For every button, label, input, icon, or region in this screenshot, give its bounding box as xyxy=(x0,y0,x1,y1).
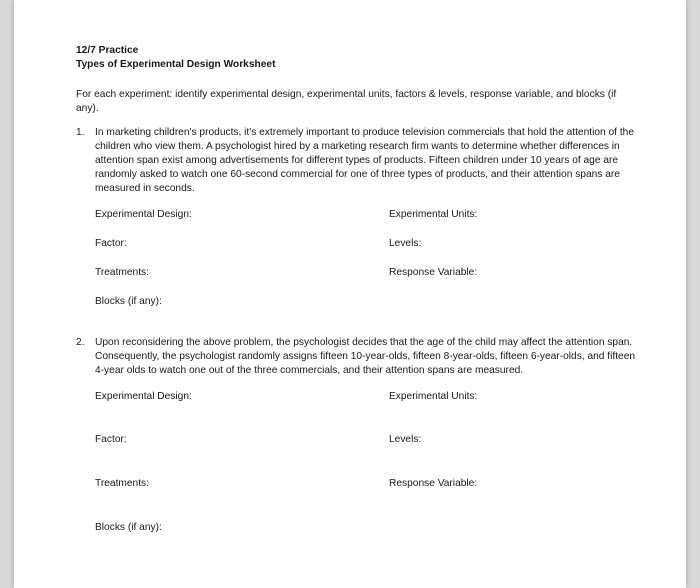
experimental-units-label: Experimental Units: xyxy=(389,209,478,220)
question-1-fields xyxy=(76,208,636,309)
worksheet-page xyxy=(14,0,686,588)
worksheet-title: Types of Experimental Design Worksheet xyxy=(76,59,276,70)
experimental-design-label: Experimental Design: xyxy=(95,391,192,402)
levels-label: Levels: xyxy=(389,434,422,445)
instructions: For each experiment: identify experimental design, experimental units, factors & levels, response variable, and blocks (if any). xyxy=(76,89,617,114)
response-variable-label: Response Variable: xyxy=(389,478,478,489)
factor-label: Factor: xyxy=(95,434,127,445)
question-number: 1. xyxy=(76,127,85,138)
treatments-label: Treatments: xyxy=(95,267,149,278)
question-2 xyxy=(76,336,636,378)
worksheet-content xyxy=(76,44,636,535)
levels-label: Levels: xyxy=(389,238,422,249)
worksheet-date: 12/7 Practice xyxy=(76,45,139,56)
question-number: 2. xyxy=(76,337,85,348)
question-text: Upon reconsidering the above problem, the psychologist decides that the age of the child may affect the attention span. Consequently, the psychologist randomly assigns fifteen 10-year-olds, fifteen 8-year-olds, fifteen 6-year-olds, and fifteen 4-year olds to watch one out of the three commercials, and their attention spans are measured. xyxy=(95,337,636,376)
experimental-units-label: Experimental Units: xyxy=(389,391,478,402)
experimental-design-label: Experimental Design: xyxy=(95,209,192,220)
blocks-label: Blocks (if any): xyxy=(95,296,162,307)
response-variable-label: Response Variable: xyxy=(389,267,478,278)
factor-label: Factor: xyxy=(95,238,127,249)
treatments-label: Treatments: xyxy=(95,478,149,489)
blocks-label: Blocks (if any): xyxy=(95,522,162,533)
question-1 xyxy=(76,126,636,196)
question-2-fields xyxy=(76,390,636,535)
question-text: In marketing children's products, it's extremely important to produce television commercials that hold the attention of the children who view them. A psychologist hired by a marketing research firm wants to determine whether differences in attention span exist among advertisements for different types of products. Fifteen children under 10 years of age are randomly asked to watch one 60-second commercial for one of three types of products, and their attention spans are measured in seconds. xyxy=(95,127,634,194)
